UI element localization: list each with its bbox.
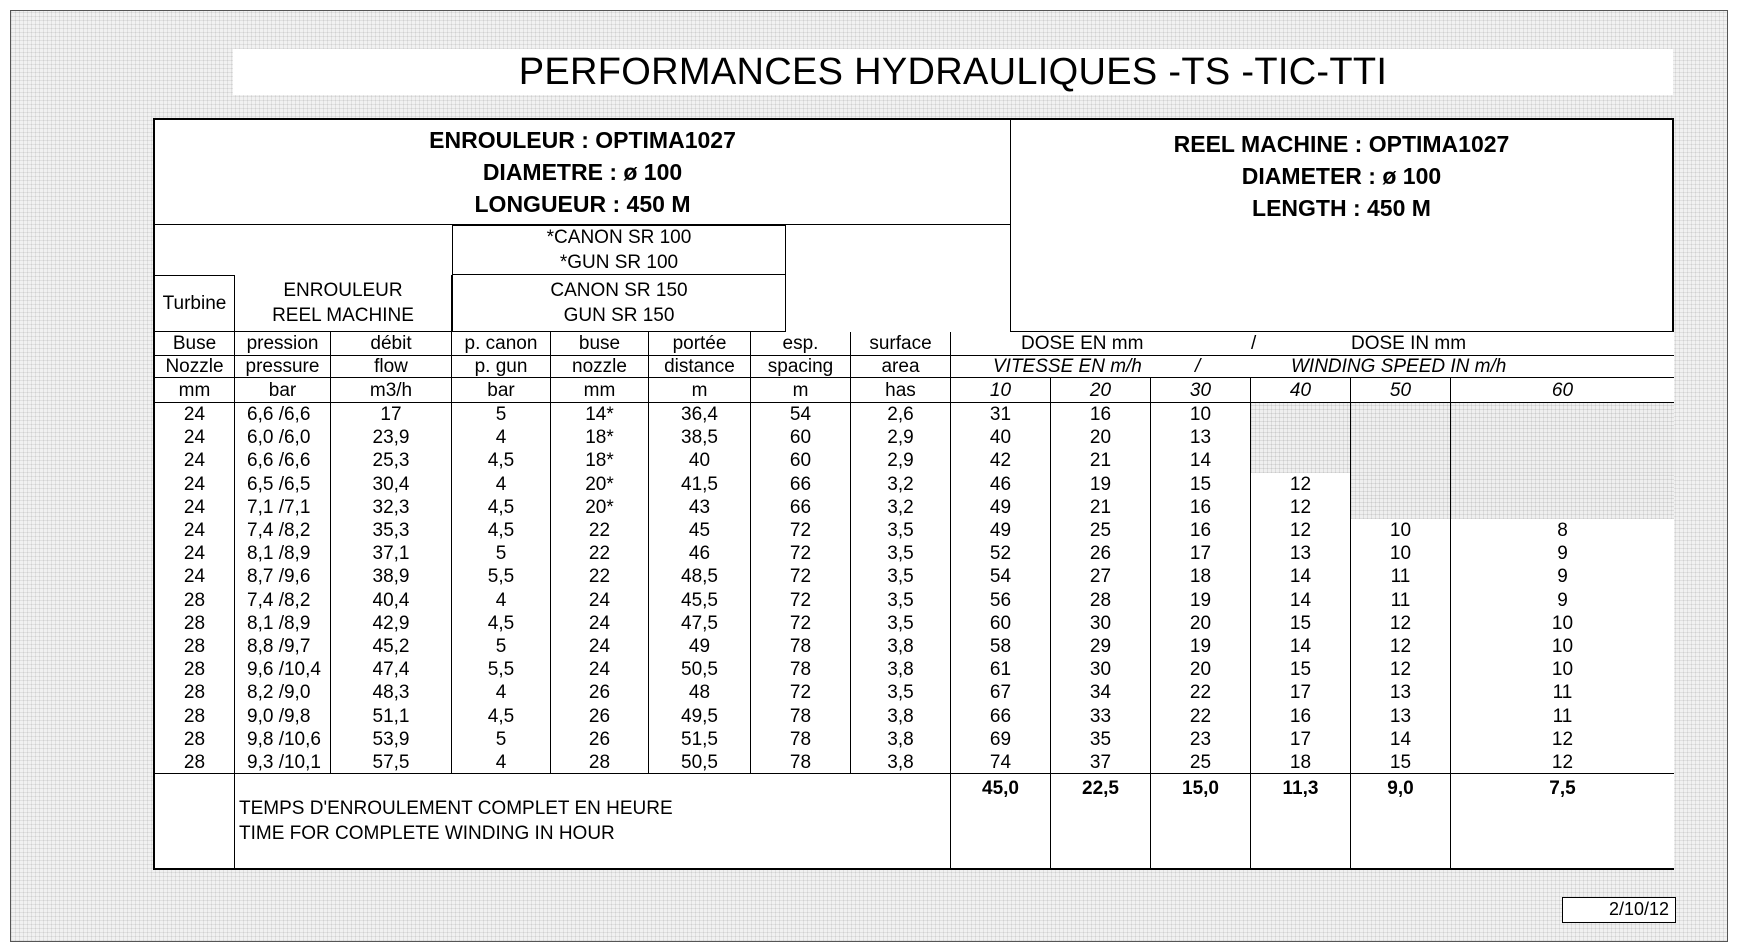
table-cell: 78 bbox=[751, 635, 851, 658]
winding-time: 15,0 bbox=[1151, 774, 1251, 868]
table-cell: 24 bbox=[551, 612, 649, 635]
header-blank-left bbox=[155, 225, 452, 275]
table-cell: 21 bbox=[1051, 449, 1151, 472]
table-cell: 17 bbox=[1251, 728, 1351, 751]
table-cell: 24 bbox=[155, 473, 235, 496]
reel-group-fr: ENROULEUR bbox=[283, 280, 403, 301]
table-cell: 4 bbox=[452, 681, 551, 704]
winding-time: 7,5 bbox=[1451, 774, 1674, 868]
winding-time: 45,0 bbox=[951, 774, 1051, 868]
table-cell: 14 bbox=[1251, 565, 1351, 588]
table-cell: 46 bbox=[951, 473, 1051, 496]
table-cell: 22 bbox=[551, 565, 649, 588]
table-cell: 38,9 bbox=[331, 565, 452, 588]
reel-group-header bbox=[235, 275, 452, 332]
table-cell bbox=[1251, 426, 1351, 449]
table-cell: 18* bbox=[551, 449, 649, 472]
table-cell: 49 bbox=[951, 496, 1051, 519]
col-header-fr: p. canon bbox=[452, 332, 551, 356]
gun-sr150-cell bbox=[452, 275, 786, 332]
col-header-en: p. gun bbox=[452, 356, 551, 378]
table-cell: 40 bbox=[649, 449, 751, 472]
table-cell: 3,2 bbox=[851, 496, 951, 519]
table-cell: 15 bbox=[1251, 612, 1351, 635]
table-cell: 3,8 bbox=[851, 635, 951, 658]
table-cell: 42 bbox=[951, 449, 1051, 472]
table-cell: 24 bbox=[551, 658, 649, 681]
table-cell: 23,9 bbox=[331, 426, 452, 449]
table-cell: 3,5 bbox=[851, 612, 951, 635]
table-cell: 32,3 bbox=[331, 496, 452, 519]
table-cell: 72 bbox=[751, 565, 851, 588]
table-cell: 4 bbox=[452, 473, 551, 496]
table-cell: 30 bbox=[1051, 612, 1151, 635]
table-cell: 72 bbox=[751, 612, 851, 635]
dose-header-sep: / bbox=[1251, 333, 1257, 354]
table-cell: 53,9 bbox=[331, 728, 452, 751]
table-cell: 28 bbox=[155, 705, 235, 728]
col-header-fr: buse bbox=[551, 332, 649, 356]
header-en-line3: LENGTH : 450 M bbox=[1252, 195, 1431, 221]
table-cell: 28 bbox=[155, 728, 235, 751]
speed-label: 60 bbox=[1451, 378, 1674, 403]
table-cell: 34 bbox=[1051, 681, 1151, 704]
col-header-fr: surface bbox=[851, 332, 951, 356]
table-cell: 15 bbox=[1251, 658, 1351, 681]
table-cell: 10 bbox=[1451, 612, 1674, 635]
table-cell: 10 bbox=[1451, 658, 1674, 681]
header-blank-right bbox=[786, 225, 1010, 332]
col-header-en: pressure bbox=[235, 356, 331, 378]
gun-sr100-cell bbox=[452, 225, 786, 275]
col-header-unit: has bbox=[851, 378, 951, 403]
table-cell: 5 bbox=[452, 728, 551, 751]
table-cell: 47,4 bbox=[331, 658, 452, 681]
dose-header-fr: DOSE EN mm bbox=[1021, 333, 1144, 354]
table-cell: 9 bbox=[1451, 565, 1674, 588]
table-cell: 54 bbox=[951, 565, 1051, 588]
table-cell bbox=[1351, 449, 1451, 472]
col-header-fr: Buse bbox=[155, 332, 235, 356]
table-cell: 74 bbox=[951, 751, 1051, 774]
table-cell: 52 bbox=[951, 542, 1051, 565]
table-cell: 6,0 /6,0 bbox=[235, 426, 331, 449]
table-cell: 5 bbox=[452, 403, 551, 426]
table-cell bbox=[1251, 403, 1351, 426]
table-cell: 66 bbox=[751, 496, 851, 519]
table-cell: 4,5 bbox=[452, 705, 551, 728]
table-cell: 24 bbox=[155, 542, 235, 565]
table-cell: 5 bbox=[452, 635, 551, 658]
table-cell: 61 bbox=[951, 658, 1051, 681]
table-cell: 9,8 /10,6 bbox=[235, 728, 331, 751]
table-cell: 41,5 bbox=[649, 473, 751, 496]
table-cell: 24 bbox=[155, 496, 235, 519]
table-cell: 28 bbox=[155, 612, 235, 635]
table-cell: 5,5 bbox=[452, 565, 551, 588]
table-cell: 18* bbox=[551, 426, 649, 449]
table-cell: 13 bbox=[1251, 542, 1351, 565]
col-header-en: nozzle bbox=[551, 356, 649, 378]
table-cell: 45,5 bbox=[649, 589, 751, 612]
table-cell: 3,2 bbox=[851, 473, 951, 496]
table-cell: 72 bbox=[751, 681, 851, 704]
table-cell: 6,6 /6,6 bbox=[235, 403, 331, 426]
table-cell: 42,9 bbox=[331, 612, 452, 635]
table-cell: 13 bbox=[1351, 681, 1451, 704]
table-cell: 29 bbox=[1051, 635, 1151, 658]
table-cell: 54 bbox=[751, 403, 851, 426]
table-cell: 48,5 bbox=[649, 565, 751, 588]
canon-sr150-label: CANON SR 150 bbox=[550, 280, 688, 301]
table-cell: 9 bbox=[1451, 542, 1674, 565]
speed-label: 10 bbox=[951, 378, 1051, 403]
col-header-fr: pression bbox=[235, 332, 331, 356]
table-cell: 35,3 bbox=[331, 519, 452, 542]
table-cell: 12 bbox=[1351, 658, 1451, 681]
table-cell: 8,8 /9,7 bbox=[235, 635, 331, 658]
table-cell: 3,8 bbox=[851, 705, 951, 728]
table-cell: 38,5 bbox=[649, 426, 751, 449]
table-cell: 8,7 /9,6 bbox=[235, 565, 331, 588]
table-cell: 11 bbox=[1351, 565, 1451, 588]
table-cell: 49 bbox=[951, 519, 1051, 542]
dose-header-en: DOSE IN mm bbox=[1351, 333, 1467, 354]
col-header-en: area bbox=[851, 356, 951, 378]
table-cell: 10 bbox=[1351, 542, 1451, 565]
table-cell: 51,5 bbox=[649, 728, 751, 751]
table-cell: 7,4 /8,2 bbox=[235, 519, 331, 542]
table-cell: 12 bbox=[1451, 728, 1674, 751]
table-cell: 66 bbox=[751, 473, 851, 496]
table-cell bbox=[1251, 449, 1351, 472]
col-header-unit: mm bbox=[551, 378, 649, 403]
header-en-line2: DIAMETER : ø 100 bbox=[1241, 163, 1442, 189]
table-cell: 4 bbox=[452, 751, 551, 774]
table-cell: 27 bbox=[1051, 565, 1151, 588]
col-header-en: flow bbox=[331, 356, 452, 378]
header-fr-line3: LONGUEUR : 450 M bbox=[474, 191, 691, 217]
table-cell: 19 bbox=[1151, 635, 1251, 658]
table-cell: 24 bbox=[155, 449, 235, 472]
table-cell: 33 bbox=[1051, 705, 1151, 728]
table-cell: 20* bbox=[551, 473, 649, 496]
table-cell: 20 bbox=[1151, 612, 1251, 635]
table-cell: 3,5 bbox=[851, 589, 951, 612]
speed-label: 20 bbox=[1051, 378, 1151, 403]
table-cell: 9,6 /10,4 bbox=[235, 658, 331, 681]
footer-label bbox=[235, 774, 951, 868]
table-cell: 43 bbox=[649, 496, 751, 519]
table-cell: 9,0 /9,8 bbox=[235, 705, 331, 728]
table-cell: 14* bbox=[551, 403, 649, 426]
table-cell bbox=[1451, 449, 1674, 472]
table-cell: 50,5 bbox=[649, 658, 751, 681]
table-cell: 12 bbox=[1451, 751, 1674, 774]
table-cell: 24 bbox=[551, 589, 649, 612]
col-header-en: spacing bbox=[751, 356, 851, 378]
table-cell bbox=[1351, 496, 1451, 519]
gun-sr100-label: *GUN SR 100 bbox=[559, 252, 679, 273]
table-cell: 3,5 bbox=[851, 565, 951, 588]
footer-en: TIME FOR COMPLETE WINDING IN HOUR bbox=[239, 823, 615, 845]
table-cell: 4,5 bbox=[452, 612, 551, 635]
speed-header-fr: VITESSE EN m/h bbox=[993, 356, 1142, 377]
table-cell: 8,2 /9,0 bbox=[235, 681, 331, 704]
table-cell: 78 bbox=[751, 751, 851, 774]
table-cell: 6,5 /6,5 bbox=[235, 473, 331, 496]
table-cell: 25 bbox=[1051, 519, 1151, 542]
col-header-fr: débit bbox=[331, 332, 452, 356]
winding-time: 22,5 bbox=[1051, 774, 1151, 868]
table-cell: 28 bbox=[155, 681, 235, 704]
reel-group-en: REEL MACHINE bbox=[272, 305, 414, 326]
header-fr-line2: DIAMETRE : ø 100 bbox=[482, 159, 683, 185]
table-cell: 28 bbox=[1051, 589, 1151, 612]
table-cell: 36,4 bbox=[649, 403, 751, 426]
table-cell: 56 bbox=[951, 589, 1051, 612]
table-cell: 58 bbox=[951, 635, 1051, 658]
table-cell: 18 bbox=[1251, 751, 1351, 774]
speed-label: 40 bbox=[1251, 378, 1351, 403]
speed-label: 50 bbox=[1351, 378, 1451, 403]
table-cell: 47,5 bbox=[649, 612, 751, 635]
table-cell: 5,5 bbox=[452, 658, 551, 681]
col-header-unit: m bbox=[751, 378, 851, 403]
table-cell: 46 bbox=[649, 542, 751, 565]
table-cell: 72 bbox=[751, 519, 851, 542]
table-cell: 25,3 bbox=[331, 449, 452, 472]
table-cell: 7,1 /7,1 bbox=[235, 496, 331, 519]
winding-time: 9,0 bbox=[1351, 774, 1451, 868]
table-cell: 15 bbox=[1151, 473, 1251, 496]
table-cell: 19 bbox=[1051, 473, 1151, 496]
table-cell: 49,5 bbox=[649, 705, 751, 728]
table-cell: 16 bbox=[1151, 496, 1251, 519]
table-cell: 67 bbox=[951, 681, 1051, 704]
table-cell: 3,8 bbox=[851, 728, 951, 751]
table-cell: 11 bbox=[1451, 681, 1674, 704]
dose-header bbox=[951, 332, 1674, 356]
table-cell: 8 bbox=[1451, 519, 1674, 542]
col-header-unit: m3/h bbox=[331, 378, 452, 403]
table-cell: 13 bbox=[1351, 705, 1451, 728]
table-cell: 14 bbox=[1251, 589, 1351, 612]
table-cell: 24 bbox=[155, 403, 235, 426]
table-cell: 4,5 bbox=[452, 449, 551, 472]
table-cell: 66 bbox=[951, 705, 1051, 728]
table-cell: 16 bbox=[1151, 519, 1251, 542]
table-cell: 11 bbox=[1351, 589, 1451, 612]
table-cell: 19 bbox=[1151, 589, 1251, 612]
table-cell: 37,1 bbox=[331, 542, 452, 565]
header-en bbox=[1010, 120, 1672, 332]
table-cell: 31 bbox=[951, 403, 1051, 426]
table-cell: 14 bbox=[1251, 635, 1351, 658]
table-cell: 22 bbox=[1151, 705, 1251, 728]
table-cell: 8,1 /8,9 bbox=[235, 612, 331, 635]
table-cell: 18 bbox=[1151, 565, 1251, 588]
winding-time: 11,3 bbox=[1251, 774, 1351, 868]
canon-sr100-label: *CANON SR 100 bbox=[546, 227, 692, 248]
table-cell: 10 bbox=[1451, 635, 1674, 658]
table-cell: 3,5 bbox=[851, 519, 951, 542]
table-cell bbox=[1351, 473, 1451, 496]
table-cell bbox=[1351, 426, 1451, 449]
header-en-line1: REEL MACHINE : OPTIMA1027 bbox=[1173, 131, 1510, 157]
table-cell: 4,5 bbox=[452, 496, 551, 519]
table-cell: 3,8 bbox=[851, 751, 951, 774]
table-cell: 12 bbox=[1351, 612, 1451, 635]
table-cell: 15 bbox=[1351, 751, 1451, 774]
table-cell: 26 bbox=[1051, 542, 1151, 565]
footer-fr: TEMPS D'ENROULEMENT COMPLET EN HEURE bbox=[239, 798, 673, 820]
table-cell: 60 bbox=[751, 449, 851, 472]
table-cell: 6,6 /6,6 bbox=[235, 449, 331, 472]
table-cell: 50,5 bbox=[649, 751, 751, 774]
table-cell: 12 bbox=[1251, 496, 1351, 519]
gun-sr150-label: GUN SR 150 bbox=[563, 305, 675, 326]
table-cell: 17 bbox=[1251, 681, 1351, 704]
table-cell: 28 bbox=[155, 658, 235, 681]
table-cell: 3,8 bbox=[851, 658, 951, 681]
page-sheet bbox=[10, 10, 1728, 942]
table-cell: 24 bbox=[551, 635, 649, 658]
table-cell: 9,3 /10,1 bbox=[235, 751, 331, 774]
table-cell bbox=[1451, 426, 1674, 449]
table-cell: 2,9 bbox=[851, 426, 951, 449]
table-cell: 13 bbox=[1151, 426, 1251, 449]
table-cell: 48 bbox=[649, 681, 751, 704]
table-cell: 57,5 bbox=[331, 751, 452, 774]
table-cell: 60 bbox=[751, 426, 851, 449]
table-cell: 28 bbox=[155, 589, 235, 612]
table-cell: 22 bbox=[551, 542, 649, 565]
table-cell: 35 bbox=[1051, 728, 1151, 751]
col-header-unit: mm bbox=[155, 378, 235, 403]
table-cell: 10 bbox=[1351, 519, 1451, 542]
table-cell: 26 bbox=[551, 728, 649, 751]
table-cell: 21 bbox=[1051, 496, 1151, 519]
speed-header-en: WINDING SPEED IN m/h bbox=[1291, 356, 1507, 377]
table-cell: 37 bbox=[1051, 751, 1151, 774]
table-cell: 45 bbox=[649, 519, 751, 542]
speed-header-sep: / bbox=[1195, 356, 1201, 377]
table-cell: 78 bbox=[751, 728, 851, 751]
table-cell: 28 bbox=[551, 751, 649, 774]
table-cell: 12 bbox=[1351, 635, 1451, 658]
page-title: PERFORMANCES HYDRAULIQUES -TS -TIC-TTI bbox=[233, 49, 1673, 95]
table-cell: 78 bbox=[751, 658, 851, 681]
table-cell: 72 bbox=[751, 589, 851, 612]
table-cell: 20* bbox=[551, 496, 649, 519]
table-cell: 10 bbox=[1151, 403, 1251, 426]
table-cell: 28 bbox=[155, 751, 235, 774]
table-cell: 23 bbox=[1151, 728, 1251, 751]
table-cell: 30 bbox=[1051, 658, 1151, 681]
table-cell bbox=[1451, 496, 1674, 519]
table-cell: 4 bbox=[452, 589, 551, 612]
table-cell: 22 bbox=[1151, 681, 1251, 704]
table-cell: 5 bbox=[452, 542, 551, 565]
table-cell: 12 bbox=[1251, 473, 1351, 496]
table-cell: 12 bbox=[1251, 519, 1351, 542]
table-cell: 4,5 bbox=[452, 519, 551, 542]
table-cell: 3,5 bbox=[851, 542, 951, 565]
table-cell: 48,3 bbox=[331, 681, 452, 704]
speed-label: 30 bbox=[1151, 378, 1251, 403]
table-cell: 78 bbox=[751, 705, 851, 728]
speed-header bbox=[951, 356, 1674, 378]
col-header-en: distance bbox=[649, 356, 751, 378]
table-cell: 16 bbox=[1251, 705, 1351, 728]
col-header-fr: esp. bbox=[751, 332, 851, 356]
header-fr-line1: ENROULEUR : OPTIMA1027 bbox=[429, 127, 736, 153]
table-cell: 60 bbox=[951, 612, 1051, 635]
table-cell: 24 bbox=[155, 565, 235, 588]
table-cell: 49 bbox=[649, 635, 751, 658]
table-cell: 22 bbox=[551, 519, 649, 542]
table-cell: 26 bbox=[551, 681, 649, 704]
table-cell: 17 bbox=[331, 403, 452, 426]
table-cell: 45,2 bbox=[331, 635, 452, 658]
table-cell: 24 bbox=[155, 426, 235, 449]
table-cell: 69 bbox=[951, 728, 1051, 751]
col-header-unit: bar bbox=[235, 378, 331, 403]
table-cell: 8,1 /8,9 bbox=[235, 542, 331, 565]
col-header-unit: bar bbox=[452, 378, 551, 403]
table-cell: 51,1 bbox=[331, 705, 452, 728]
col-header-fr: portée bbox=[649, 332, 751, 356]
table-cell: 2,9 bbox=[851, 449, 951, 472]
table-cell bbox=[1451, 403, 1674, 426]
table-cell: 7,4 /8,2 bbox=[235, 589, 331, 612]
table-cell: 14 bbox=[1351, 728, 1451, 751]
table-cell: 20 bbox=[1151, 658, 1251, 681]
table-cell: 28 bbox=[155, 635, 235, 658]
col-header-unit: m bbox=[649, 378, 751, 403]
turbine-label: Turbine bbox=[155, 275, 235, 332]
table-cell: 4 bbox=[452, 426, 551, 449]
footer-blank bbox=[155, 774, 235, 868]
table-cell: 17 bbox=[1151, 542, 1251, 565]
table-cell: 2,6 bbox=[851, 403, 951, 426]
table-cell: 24 bbox=[155, 519, 235, 542]
table-cell: 11 bbox=[1451, 705, 1674, 728]
performance-table bbox=[153, 118, 1674, 870]
date-box: 2/10/12 bbox=[1562, 897, 1676, 923]
table-cell: 14 bbox=[1151, 449, 1251, 472]
table-cell bbox=[1451, 473, 1674, 496]
table-cell: 26 bbox=[551, 705, 649, 728]
table-cell: 72 bbox=[751, 542, 851, 565]
table-cell: 25 bbox=[1151, 751, 1251, 774]
col-header-en: Nozzle bbox=[155, 356, 235, 378]
table-cell: 16 bbox=[1051, 403, 1151, 426]
table-cell: 9 bbox=[1451, 589, 1674, 612]
table-cell bbox=[1351, 403, 1451, 426]
table-cell: 40,4 bbox=[331, 589, 452, 612]
table-cell: 30,4 bbox=[331, 473, 452, 496]
table-cell: 20 bbox=[1051, 426, 1151, 449]
table-cell: 40 bbox=[951, 426, 1051, 449]
header-fr bbox=[155, 120, 1010, 225]
table-cell: 3,5 bbox=[851, 681, 951, 704]
